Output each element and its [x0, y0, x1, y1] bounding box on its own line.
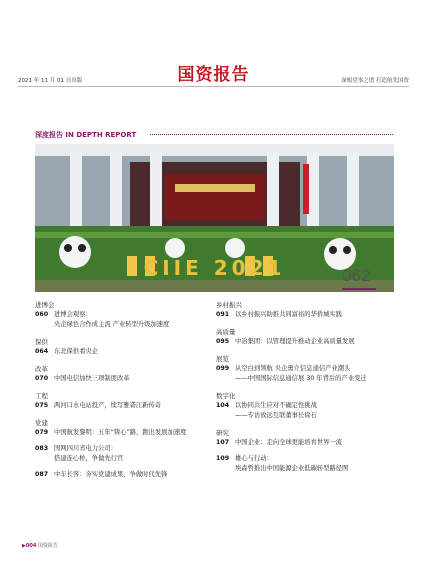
toc-title: 雄心与行动： [235, 455, 273, 462]
toc-entry[interactable] [35, 310, 210, 320]
toc-title: 中车长客：夯实党建成果，争做时代先锋 [54, 471, 168, 478]
toc-page-number: 099 [216, 365, 230, 372]
toc-category: 工程 [35, 392, 48, 400]
toc-page-number: 104 [216, 402, 230, 409]
toc-left-column [35, 301, 210, 480]
section-label: 深度报告 IN DEPTH REPORT [35, 131, 137, 139]
footer-page-number: 004 [25, 543, 37, 549]
cover-page-number: 062 [342, 266, 371, 285]
toc-entry[interactable] [35, 470, 210, 480]
toc-page-number: 060 [35, 311, 49, 318]
toc-subtitle: 搭建连心桥，争做先行官 [54, 455, 124, 462]
toc-entry[interactable] [216, 401, 401, 411]
toc-entry[interactable] [35, 401, 210, 411]
toc-page-number: 070 [35, 375, 49, 382]
toc-category: 乡村振兴 [216, 301, 242, 309]
toc-category: 高质量 [216, 328, 236, 336]
toc-entry[interactable] [35, 444, 210, 454]
toc-group [216, 392, 401, 421]
toc-group [216, 301, 401, 320]
toc-page-number: 095 [216, 338, 230, 345]
toc-title: 中国电信加快三项制度改革 [54, 375, 130, 382]
toc-group [35, 338, 210, 357]
toc-page-number: 091 [216, 311, 230, 318]
header-divider [18, 86, 409, 87]
toc-title: 从空白到领航 央企勇立信息通信产业潮头 [235, 365, 351, 372]
toc-subtitle: ——中国国际信息通信展 30 年背后的产业变迁 [235, 375, 367, 382]
toc-title: 中冶集团：以管理提升推动企业高质量发展 [235, 338, 355, 345]
toc-entry[interactable] [216, 438, 401, 448]
toc-title: 中国航发黎明：五年“铸心”路，跑出发展加速度 [54, 429, 187, 436]
toc-page-number: 087 [35, 471, 49, 478]
toc-entry[interactable] [216, 454, 401, 464]
toc-group [216, 355, 401, 384]
toc-page-number: 083 [35, 445, 49, 452]
toc-title: 两河口水电站投产，续写雅砻江新传奇 [54, 402, 162, 409]
toc-group [216, 429, 401, 474]
toc-title: 以乡村振兴助推共同富裕的华侨城实践 [235, 311, 343, 318]
toc-category: 保供 [35, 338, 48, 346]
toc-subtitle: 埃森哲推出中国能源企业低碳转型路径图 [235, 465, 349, 472]
toc-title: 以协同共生应对不确定性挑战 [235, 402, 317, 409]
toc-category: 党建 [35, 419, 48, 427]
toc-group [35, 419, 210, 480]
toc-category: 展览 [216, 355, 229, 363]
toc-page-number: 109 [216, 455, 230, 462]
toc-page-number: 079 [35, 429, 49, 436]
toc-group [216, 328, 401, 347]
toc-group [35, 301, 210, 330]
toc-category: 研究 [216, 429, 229, 437]
toc-entry[interactable] [35, 428, 210, 438]
toc-right-column [216, 301, 401, 474]
toc-title: 东北保供看央企 [54, 348, 99, 355]
toc-title: 中国企业：走向全球更能培育世界一流 [235, 439, 343, 446]
page-footer [22, 542, 58, 549]
toc-group [35, 365, 210, 384]
footer-magazine-name: 国资报告 [37, 543, 58, 549]
toc-title: 进博会观察： [54, 311, 92, 318]
toc-subtitle: 央企绿色合作成主流 产业转型升级加速度 [54, 321, 170, 328]
play-arrow-icon: ▶ [22, 543, 26, 549]
toc-page-number: 064 [35, 348, 49, 355]
toc-entry[interactable] [35, 347, 210, 357]
section-dotted-rule [150, 134, 393, 135]
toc-title: 国网四川省电力公司： [54, 445, 117, 452]
cover-banner-text: CIIE 2021 [143, 256, 286, 280]
toc-group [35, 392, 210, 411]
toc-category: 数字化 [216, 392, 236, 400]
toc-entry[interactable] [216, 364, 401, 374]
toc-entry[interactable] [216, 337, 401, 347]
cover-photo [35, 144, 394, 292]
toc-entry[interactable] [35, 374, 210, 384]
toc-page-number: 107 [216, 439, 230, 446]
magazine-slogan: 深根党事之谱 打造航先国资 [341, 78, 409, 84]
issue-date: 2021 年 11 月 01 日出版 [18, 78, 83, 84]
cover-accent-rule [342, 288, 376, 290]
toc-entry[interactable] [216, 310, 401, 320]
toc-subtitle: ——专访致远互联董事长徐石 [235, 412, 317, 419]
toc-page-number: 075 [35, 402, 49, 409]
toc-category: 进博会 [35, 301, 55, 309]
toc-category: 改革 [35, 365, 48, 373]
magazine-title: 国资报告 [177, 65, 250, 85]
